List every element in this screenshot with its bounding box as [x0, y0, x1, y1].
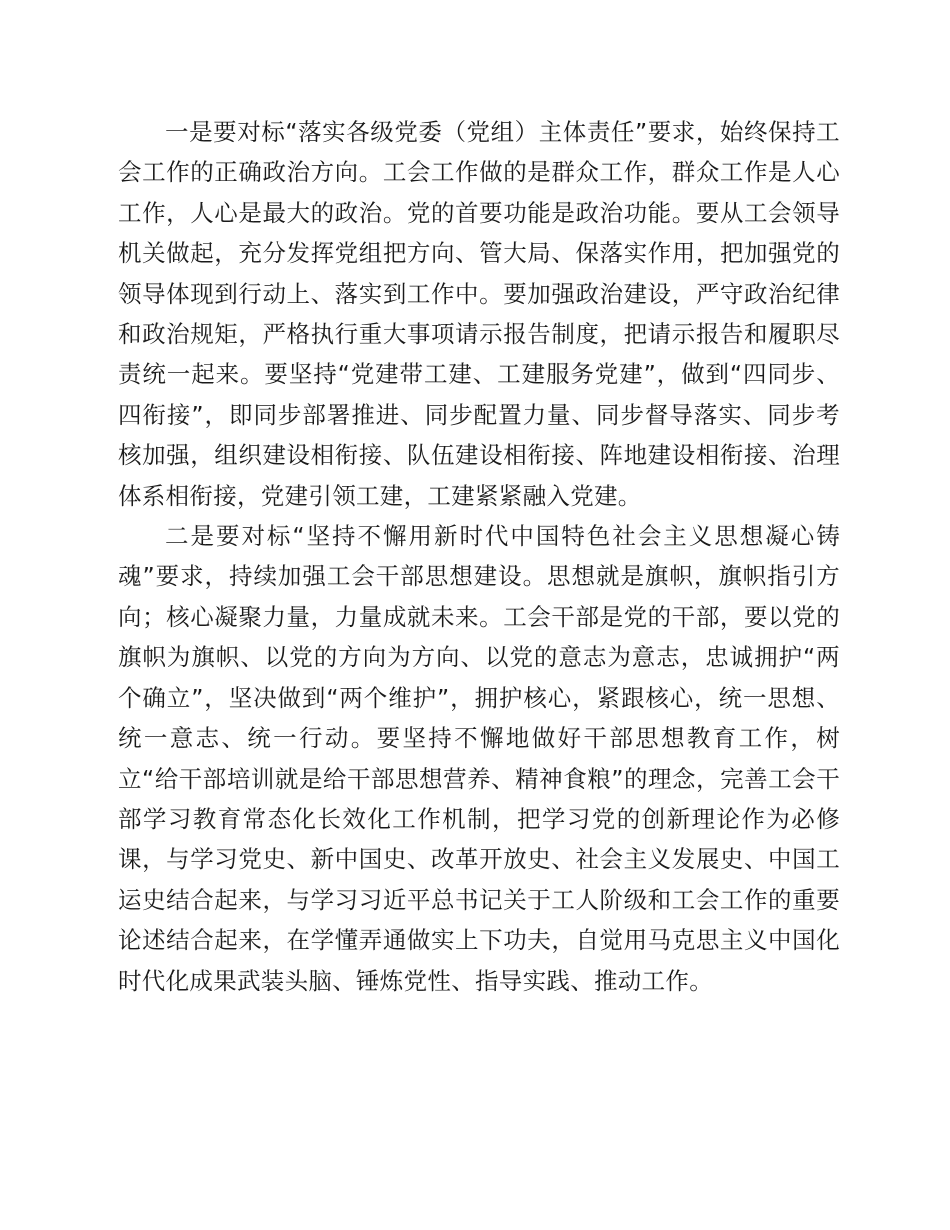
document-body — [118, 112, 840, 1001]
paragraph-1: 一是要对标“落实各级党委（党组）主体责任”要求，始终保持工会工作的正确政治方向。工会工作做的是群众工作，群众工作是人心工作，人心是最大的政治。党的首要功能是政治功能。要从工会领导机关做起，充分发挥党组把方向、管大局、保落实作用，把加强党的领导体现到行动上、落实到工作中。要加强政治建设，严守政治纪律和政治规矩，严格执行重大事项请示报告制度，把请示报告和履职尽责统一起来。要坚持“党建带工建、工建服务党建”，做到“四同步、四衔接”，即同步部署推进、同步配置力量、同步督导落实、同步考核加强，组织建设相衔接、队伍建设相衔接、阵地建设相衔接、治理体系相衔接，党建引领工建，工建紧紧融入党建。 — [118, 118, 840, 510]
paragraph-2: 二是要对标“坚持不懈用新时代中国特色社会主义思想凝心铸魂”要求，持续加强工会干部思想建设。思想就是旗帜，旗帜指引方向；核心凝聚力量，力量成就未来。工会干部是党的干部，要以党的旗帜为旗帜、以党的方向为方向、以党的意志为意志，忠诚拥护“两个确立”，坚决做到“两个维护”，拥护核心，紧跟核心，统一思想、统一意志、统一行动。要坚持不懈地做好干部思想教育工作，树立“给干部培训就是给干部思想营养、精神食粮”的理念，完善工会干部学习教育常态化长效化工作机制，把学习党的创新理论作为必修课，与学习党史、新中国史、改革开放史、社会主义发展史、中国工运史结合起来，与学习习近平总书记关于工人阶级和工会工作的重要论述结合起来，在学懂弄通做实上下功夫，自觉用马克思主义中国化时代化成果武装头脑、锤炼党性、指导实践、推动工作。 — [118, 522, 840, 995]
